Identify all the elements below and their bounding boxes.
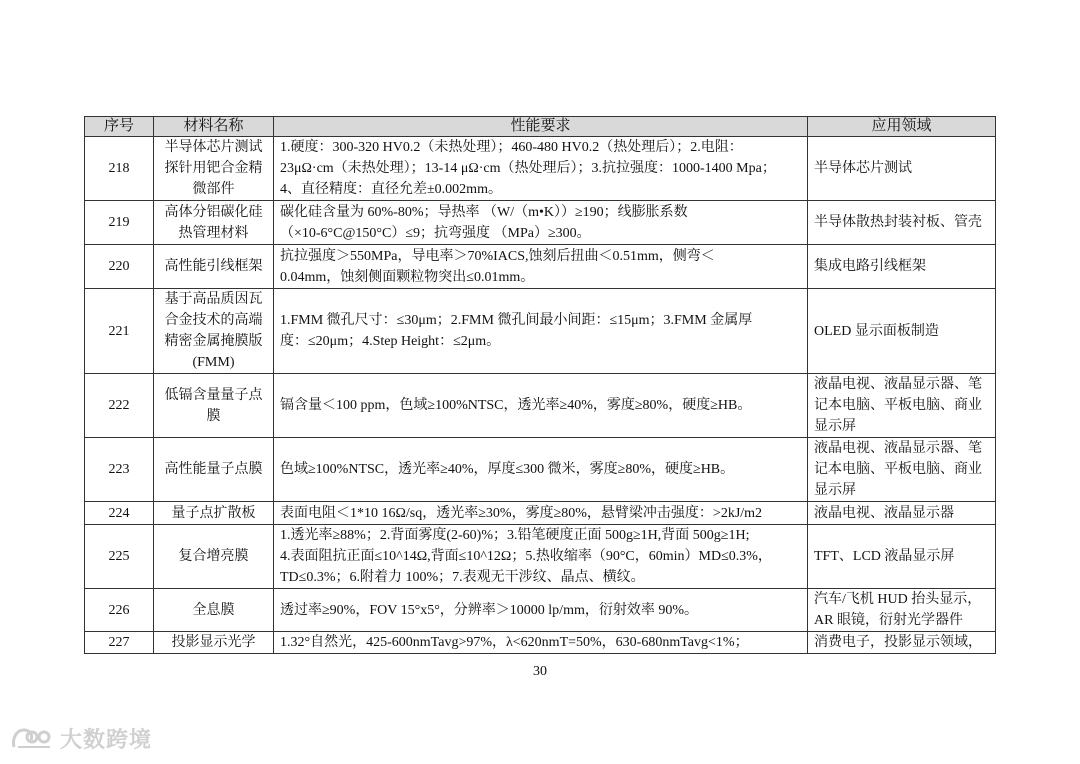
row-application: 液晶电视、液晶显示器、笔记本电脑、平板电脑、商业显示屏 bbox=[808, 438, 996, 502]
table-row bbox=[85, 201, 996, 245]
row-material-name: 全息膜 bbox=[154, 589, 274, 632]
row-no: 221 bbox=[85, 289, 154, 374]
row-no: 227 bbox=[85, 632, 154, 654]
row-application: 汽车/飞机 HUD 抬头显示，AR 眼镜，衍射光学器件 bbox=[808, 589, 996, 632]
row-application: 液晶电视、液晶显示器、笔记本电脑、平板电脑、商业显示屏 bbox=[808, 374, 996, 438]
row-material-name: 高体分铝碳化硅热管理材料 bbox=[154, 201, 274, 245]
row-no: 223 bbox=[85, 438, 154, 502]
row-performance: 表面电阻＜1*10 16Ω/sq，透光率≥30%，雾度≥80%，悬臂梁冲击强度：>2kJ/m2 bbox=[274, 502, 808, 525]
row-no: 224 bbox=[85, 502, 154, 525]
table-row bbox=[85, 137, 996, 201]
row-no: 226 bbox=[85, 589, 154, 632]
row-material-name: 投影显示光学 bbox=[154, 632, 274, 654]
row-performance: 1.透光率≥88%；2.背面雾度(2-60)%；3.铅笔硬度正面 500g≥1H,背面 500g≥1H; 4.表面阻抗正面≤10^14Ω,背面≤10^12Ω；5.热收缩率（90°C，60min）MD≤0.3%， TD≤0.3%；6.附着力 100%；7.表观无干涉纹、晶点、横纹。 bbox=[274, 525, 808, 589]
row-material-name: 高性能引线框架 bbox=[154, 245, 274, 289]
row-no: 218 bbox=[85, 137, 154, 201]
watermark bbox=[10, 724, 152, 752]
header-no: 序号 bbox=[85, 117, 154, 137]
row-performance: 透过率≥90%，FOV 15°x5°，分辨率＞10000 lp/mm，衍射效率 90%。 bbox=[274, 589, 808, 632]
row-application: 半导体散热封装衬板、管壳 bbox=[808, 201, 996, 245]
row-application: 半导体芯片测试 bbox=[808, 137, 996, 201]
row-performance: 碳化硅含量为 60%-80%；导热率 （W/（m•K））≥190；线膨胀系数 （×10-6°C@150°C）≤9；抗弯强度 （MPa）≥300。 bbox=[274, 201, 808, 245]
logo-icon bbox=[10, 725, 56, 751]
row-material-name: 量子点扩散板 bbox=[154, 502, 274, 525]
table-row bbox=[85, 589, 996, 632]
header-material-name: 材料名称 bbox=[154, 117, 274, 137]
row-performance: 1.FMM 微孔尺寸：≤30μm；2.FMM 微孔间最小间距：≤15μm；3.FMM 金属厚 度：≤20μm；4.Step Height：≤2μm。 bbox=[274, 289, 808, 374]
row-no: 220 bbox=[85, 245, 154, 289]
row-no: 225 bbox=[85, 525, 154, 589]
row-material-name: 半导体芯片测试探针用钯合金精微部件 bbox=[154, 137, 274, 201]
row-application: 液晶电视、液晶显示器 bbox=[808, 502, 996, 525]
table-row bbox=[85, 374, 996, 438]
row-material-name: 复合增亮膜 bbox=[154, 525, 274, 589]
table-row bbox=[85, 632, 996, 654]
row-performance: 抗拉强度＞550MPa，导电率＞70%IACS,蚀刻后扭曲＜0.51mm，侧弯＜ 0.04mm，蚀刻侧面颗粒物突出≤0.01mm。 bbox=[274, 245, 808, 289]
table-row bbox=[85, 525, 996, 589]
row-performance: 1.32°自然光，425-600nmTavg>97%，λ<620nmT=50%，630-680nmTavg<1%； bbox=[274, 632, 808, 654]
row-material-name: 高性能量子点膜 bbox=[154, 438, 274, 502]
table-row bbox=[85, 438, 996, 502]
table-row bbox=[85, 289, 996, 374]
row-application: OLED 显示面板制造 bbox=[808, 289, 996, 374]
table-row bbox=[85, 502, 996, 525]
row-material-name: 基于高品质因瓦合金技术的高端精密金属掩膜版(FMM) bbox=[154, 289, 274, 374]
row-application: 集成电路引线框架 bbox=[808, 245, 996, 289]
row-no: 222 bbox=[85, 374, 154, 438]
watermark-text: 大数跨境 bbox=[60, 727, 153, 753]
row-performance: 1.硬度：300-320 HV0.2（未热处理）；460-480 HV0.2（热处理后）；2.电阻： 23μΩ·cm（未热处理）；13-14 μΩ·cm（热处理后）；3.抗拉强度：1000-1400 Mpa； 4、直径精度：直径允差±0.002mm。 bbox=[274, 137, 808, 201]
table-header-row bbox=[85, 117, 996, 137]
header-performance: 性能要求 bbox=[274, 117, 808, 137]
row-no: 219 bbox=[85, 201, 154, 245]
row-performance: 色域≥100%NTSC，透光率≥40%，厚度≤300 微米，雾度≥80%，硬度≥HB。 bbox=[274, 438, 808, 502]
row-application: TFT、LCD 液晶显示屏 bbox=[808, 525, 996, 589]
row-performance: 镉含量＜100 ppm，色域≥100%NTSC，透光率≥40%，雾度≥80%，硬度≥HB。 bbox=[274, 374, 808, 438]
header-application: 应用领域 bbox=[808, 117, 996, 137]
row-material-name: 低镉含量量子点膜 bbox=[154, 374, 274, 438]
materials-table bbox=[84, 116, 996, 654]
table-row bbox=[85, 245, 996, 289]
page-number: 30 bbox=[533, 664, 547, 679]
row-application: 消费电子，投影显示领域， bbox=[808, 632, 996, 654]
